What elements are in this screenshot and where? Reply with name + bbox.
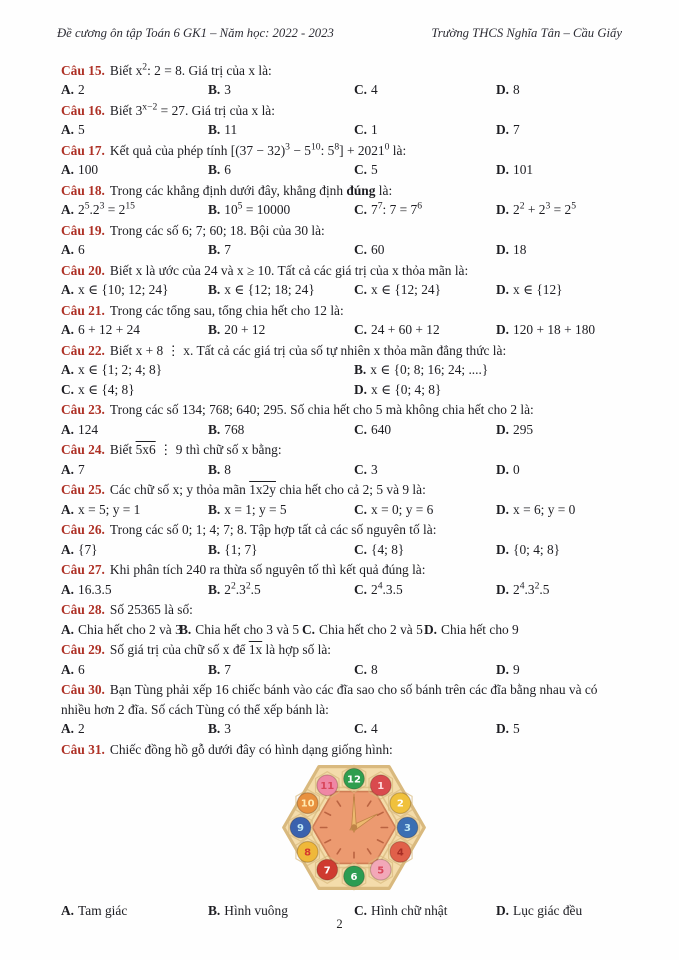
option-key: D. bbox=[496, 721, 510, 736]
option-text: {4; 8} bbox=[371, 541, 405, 557]
option-d-q26 bbox=[496, 540, 622, 560]
option-text: 100 bbox=[78, 162, 99, 177]
option-text: x ∈ {0; 4; 8} bbox=[371, 381, 442, 397]
question-label: Câu 23. bbox=[61, 402, 105, 417]
option-a-q23 bbox=[61, 420, 208, 440]
question-cau-15 bbox=[57, 61, 622, 100]
question-text: Biết x là ước của 24 và x ≥ 10. Tất cả các giá trị của x thỏa mãn là: bbox=[109, 262, 469, 278]
option-b-q30 bbox=[208, 719, 354, 739]
option-c-q26 bbox=[354, 540, 496, 560]
option-key: B. bbox=[208, 721, 221, 736]
option-c-q17 bbox=[354, 160, 496, 180]
question-label: Câu 26. bbox=[61, 522, 105, 537]
options-row bbox=[61, 719, 622, 739]
option-text: 24 + 60 + 12 bbox=[371, 322, 440, 337]
options-row bbox=[61, 160, 622, 180]
option-a-q25 bbox=[61, 500, 208, 520]
options-row bbox=[61, 460, 622, 480]
question-label: Câu 30. bbox=[61, 682, 105, 697]
clock-number-4: 4 bbox=[396, 847, 404, 859]
option-b-q17 bbox=[208, 160, 354, 180]
option-a-q22 bbox=[61, 360, 354, 380]
header-right-school: Trường THCS Nghĩa Tân – Cầu Giấy bbox=[431, 26, 622, 40]
options-row bbox=[61, 120, 622, 140]
option-b-q19 bbox=[208, 240, 354, 260]
question-text: Trong các số 6; 7; 60; 18. Bội của 30 là: bbox=[109, 222, 325, 238]
option-d-q28 bbox=[424, 620, 622, 640]
clock-number-1: 1 bbox=[376, 780, 384, 792]
option-c-q29 bbox=[354, 660, 496, 680]
option-text: 124 bbox=[78, 421, 99, 437]
question-text: Bạn Tùng phải xếp 16 chiếc bánh vào các đĩa sao cho số bánh trên các đĩa bằng nhau và có nhiều hơn 2 đĩa. Số cách Tùng có thể xếp bánh là: bbox=[61, 682, 598, 717]
question-text: Chiếc đồng hồ gỗ dưới đây có hình dạng giống hình: bbox=[109, 741, 393, 757]
option-key: D. bbox=[496, 242, 510, 257]
option-text: 8 bbox=[371, 661, 378, 677]
option-b-q29 bbox=[208, 660, 354, 680]
option-text: Chia hết cho 9 bbox=[441, 621, 519, 637]
option-key: C. bbox=[354, 282, 368, 297]
option-a-q28 bbox=[61, 620, 182, 640]
question-text: Các chữ số x; y thỏa mãn 1x2y chia hết cho cả 2; 5 và 9 là: bbox=[109, 482, 426, 497]
option-text: {0; 4; 8} bbox=[513, 541, 561, 557]
option-b-q16 bbox=[208, 120, 354, 140]
question-cau-30 bbox=[57, 680, 622, 739]
option-text: x ∈ {12; 24} bbox=[371, 282, 442, 297]
question-cau-20 bbox=[57, 261, 622, 300]
option-text: 640 bbox=[371, 421, 392, 437]
option-text: 1 bbox=[371, 122, 378, 137]
option-d-q23 bbox=[496, 420, 622, 440]
option-text: 4 bbox=[371, 721, 378, 736]
question-label: Câu 24. bbox=[61, 442, 105, 457]
clock-number-12: 12 bbox=[346, 774, 361, 786]
clock-number-11: 11 bbox=[319, 780, 334, 792]
option-text: 16.3.5 bbox=[78, 581, 112, 597]
option-text: Chia hết cho 3 và 5 bbox=[195, 621, 300, 637]
option-b-q22 bbox=[354, 360, 622, 380]
option-key: B. bbox=[208, 461, 221, 477]
option-c-q25 bbox=[354, 500, 496, 520]
option-text: x ∈ {1; 2; 4; 8} bbox=[78, 362, 163, 377]
option-key: C. bbox=[354, 122, 368, 137]
question-label: Câu 17. bbox=[61, 142, 105, 158]
option-key: D. bbox=[496, 282, 510, 297]
option-text: 3 bbox=[224, 721, 231, 736]
question-text: Trong các tổng sau, tổng chia hết cho 12 là: bbox=[109, 302, 344, 318]
option-key: D. bbox=[496, 501, 510, 517]
option-key: B. bbox=[179, 621, 192, 637]
options-row bbox=[61, 660, 622, 680]
option-key: D. bbox=[496, 902, 510, 918]
option-text: x = 6; y = 0 bbox=[513, 501, 576, 517]
question-label: Câu 29. bbox=[61, 642, 105, 657]
option-key: C. bbox=[354, 541, 368, 557]
option-text: 3 bbox=[371, 461, 378, 477]
option-d-q17 bbox=[496, 160, 622, 180]
option-d-q27 bbox=[496, 580, 622, 600]
option-key: D. bbox=[496, 461, 510, 477]
option-text: Tam giác bbox=[78, 902, 128, 918]
option-text: Chia hết cho 2 và 5 bbox=[319, 621, 423, 637]
option-key: B. bbox=[208, 322, 221, 337]
question-text: Kết quả của phép tính [$(37 - 32)^3 - 5^{10}$: $5^8] + 2021^0$ là: bbox=[109, 141, 407, 158]
option-a-q15 bbox=[61, 80, 208, 100]
page-footer bbox=[0, 915, 679, 935]
option-key: A. bbox=[61, 122, 75, 137]
option-d-q22 bbox=[354, 380, 622, 400]
option-c-q30 bbox=[354, 719, 496, 739]
option-key: A. bbox=[61, 541, 75, 557]
question-cau-27 bbox=[57, 560, 622, 599]
options-row bbox=[61, 540, 622, 560]
option-text: x = 5; y = 1 bbox=[78, 501, 141, 517]
option-c-q24 bbox=[354, 460, 496, 480]
option-text: x = 0; y = 6 bbox=[371, 501, 434, 517]
option-d-q20 bbox=[496, 280, 622, 300]
question-cau-23 bbox=[57, 400, 622, 439]
option-key: A. bbox=[61, 362, 75, 377]
option-text: 295 bbox=[513, 421, 534, 437]
question-text: Biết x + 8 ⋮ x. Tất cả các giá trị của số tự nhiên x thỏa mãn đẳng thức là: bbox=[109, 342, 507, 358]
question-text: Số 25365 là số: bbox=[109, 602, 193, 617]
question-text: Số giá trị của chữ số x để 1x là hợp số là: bbox=[109, 642, 332, 657]
clock-number-3: 3 bbox=[403, 823, 411, 835]
option-key: C. bbox=[354, 322, 368, 337]
option-d-q18 bbox=[496, 200, 622, 220]
option-text: 8 bbox=[224, 461, 231, 477]
option-key: A. bbox=[61, 621, 75, 637]
question-label: Câu 27. bbox=[61, 562, 105, 577]
options-row bbox=[61, 320, 622, 340]
option-c-q18 bbox=[354, 200, 496, 220]
clock-number-7: 7 bbox=[323, 865, 331, 877]
option-key: A. bbox=[61, 581, 75, 597]
option-text: 20 + 12 bbox=[224, 322, 266, 337]
option-text: 5 bbox=[371, 162, 378, 177]
question-label: Câu 19. bbox=[61, 222, 105, 238]
option-b-q23 bbox=[208, 420, 354, 440]
option-key: A. bbox=[61, 162, 75, 177]
option-key: A. bbox=[61, 242, 75, 257]
option-text: 6 + 12 + 24 bbox=[78, 322, 141, 337]
question-label: Câu 25. bbox=[61, 482, 105, 497]
option-key: C. bbox=[354, 162, 368, 177]
option-key: C. bbox=[354, 202, 368, 217]
option-b-q28 bbox=[179, 620, 302, 640]
option-text: 8 bbox=[513, 82, 520, 97]
option-d-q25 bbox=[496, 500, 622, 520]
question-cau-17 bbox=[57, 141, 622, 180]
option-text: 7 bbox=[224, 242, 231, 257]
option-key: B. bbox=[208, 501, 221, 517]
option-c-q21 bbox=[354, 320, 496, 340]
option-key: D. bbox=[496, 421, 510, 437]
option-text: Hình chữ nhật bbox=[371, 902, 448, 918]
option-text: 7 bbox=[224, 661, 231, 677]
wooden-hexagon-clock-image bbox=[71, 762, 636, 899]
option-a-q30 bbox=[61, 719, 208, 739]
option-key: B. bbox=[208, 421, 221, 437]
question-text: Biết 5x6 ⋮ 9 thì chữ số x bằng: bbox=[109, 442, 282, 457]
question-cau-21 bbox=[57, 301, 622, 340]
option-text: $2^2.3^2.5$ bbox=[224, 580, 261, 597]
option-key: C. bbox=[354, 242, 368, 257]
option-b-q26 bbox=[208, 540, 354, 560]
option-text: 768 bbox=[224, 421, 245, 437]
question-cau-16 bbox=[57, 101, 622, 140]
option-key: B. bbox=[208, 242, 221, 257]
question-text: Biết $3^{x-2} = 27$. Giá trị của x là: bbox=[109, 101, 275, 118]
option-a-q16 bbox=[61, 120, 208, 140]
question-cau-29 bbox=[57, 640, 622, 679]
option-key: C. bbox=[354, 82, 368, 97]
option-text: $10^5 = 10000$ bbox=[224, 200, 291, 217]
option-c-q15 bbox=[354, 80, 496, 100]
option-text: 5 bbox=[78, 122, 85, 137]
option-text: 18 bbox=[513, 242, 527, 257]
option-a-q29 bbox=[61, 660, 208, 680]
option-key: B. bbox=[208, 581, 221, 597]
option-text: $2^4.3.5$ bbox=[371, 580, 403, 597]
option-key: C. bbox=[302, 621, 316, 637]
option-d-q19 bbox=[496, 240, 622, 260]
option-key: D. bbox=[496, 202, 510, 217]
option-key: B. bbox=[208, 202, 221, 217]
option-text: x ∈ {10; 12; 24} bbox=[78, 282, 169, 297]
question-label: Câu 18. bbox=[61, 182, 105, 198]
option-c-q20 bbox=[354, 280, 496, 300]
option-a-q26 bbox=[61, 540, 208, 560]
option-text: {7} bbox=[78, 541, 98, 557]
option-key: D. bbox=[496, 581, 510, 597]
question-text: Trong các khẳng định dưới đây, khẳng định đúng là: bbox=[109, 182, 393, 198]
option-a-q21 bbox=[61, 320, 208, 340]
option-a-q27 bbox=[61, 580, 208, 600]
option-c-q27 bbox=[354, 580, 496, 600]
option-text: Hình vuông bbox=[224, 902, 288, 918]
question-cau-25 bbox=[57, 480, 622, 519]
option-text: 6 bbox=[78, 661, 85, 677]
option-b-q18 bbox=[208, 200, 354, 220]
question-cau-28 bbox=[57, 600, 622, 639]
option-key: C. bbox=[354, 581, 368, 597]
option-text: x ∈ {12; 18; 24} bbox=[224, 282, 315, 297]
options-row bbox=[61, 580, 622, 600]
option-key: A. bbox=[61, 661, 75, 677]
option-text: $2^5.2^3 = 2^{15}$ bbox=[78, 200, 135, 217]
options-row bbox=[61, 280, 622, 300]
option-a-q18 bbox=[61, 200, 208, 220]
option-text: Lục giác đều bbox=[513, 902, 583, 918]
option-text: 120 + 18 + 180 bbox=[513, 322, 596, 337]
option-c-q23 bbox=[354, 420, 496, 440]
question-label: Câu 20. bbox=[61, 262, 105, 278]
option-c-q19 bbox=[354, 240, 496, 260]
options-row bbox=[61, 80, 622, 100]
question-cau-18 bbox=[57, 181, 622, 220]
option-key: A. bbox=[61, 501, 75, 517]
option-key: A. bbox=[61, 461, 75, 477]
option-d-q15 bbox=[496, 80, 622, 100]
option-text: 7 bbox=[78, 461, 85, 477]
option-c-q22 bbox=[61, 380, 354, 400]
header-left-title: Đề cương ôn tập Toán 6 GK1 – Năm học: 2022 - 2023 bbox=[57, 26, 334, 40]
question-cau-22 bbox=[57, 341, 622, 400]
option-key: C. bbox=[354, 421, 368, 437]
question-text: Trong các số 0; 1; 4; 7; 8. Tập hợp tất cả các số nguyên tố là: bbox=[109, 522, 437, 537]
option-key: C. bbox=[354, 661, 368, 677]
option-key: C. bbox=[61, 381, 75, 397]
option-a-q19 bbox=[61, 240, 208, 260]
option-text: $2^2 + 2^3 = 2^5$ bbox=[513, 200, 577, 217]
option-c-q16 bbox=[354, 120, 496, 140]
option-key: B. bbox=[208, 902, 221, 918]
option-key: D. bbox=[496, 661, 510, 677]
option-text: x = 1; y = 5 bbox=[224, 501, 287, 517]
option-d-q24 bbox=[496, 460, 622, 480]
option-b-q24 bbox=[208, 460, 354, 480]
clock-number-9: 9 bbox=[296, 823, 304, 835]
document-header bbox=[57, 24, 622, 44]
option-key: D. bbox=[496, 322, 510, 337]
option-d-q16 bbox=[496, 120, 622, 140]
option-key: B. bbox=[208, 661, 221, 677]
option-key: C. bbox=[354, 501, 368, 517]
option-key: B. bbox=[208, 82, 221, 97]
option-text: 4 bbox=[371, 82, 378, 97]
option-a-q17 bbox=[61, 160, 208, 180]
option-text: x ∈ {0; 8; 16; 24; ....} bbox=[370, 362, 489, 377]
option-key: B. bbox=[354, 362, 367, 377]
clock-number-10: 10 bbox=[300, 798, 315, 810]
option-key: D. bbox=[424, 621, 438, 637]
option-d-q29 bbox=[496, 660, 622, 680]
option-text: x ∈ {12} bbox=[513, 282, 563, 297]
option-text: 60 bbox=[371, 242, 385, 257]
option-key: A. bbox=[61, 721, 75, 736]
option-text: 11 bbox=[224, 122, 238, 137]
option-text: Chia hết cho 2 và 3 bbox=[78, 621, 182, 637]
option-text: 6 bbox=[224, 162, 231, 177]
options-row bbox=[61, 620, 622, 640]
questions-list bbox=[57, 61, 622, 921]
option-key: A. bbox=[61, 82, 75, 97]
page-number: 2 bbox=[336, 916, 343, 931]
option-text: 0 bbox=[513, 461, 520, 477]
option-b-q25 bbox=[208, 500, 354, 520]
question-label: Câu 28. bbox=[61, 602, 105, 617]
option-key: A. bbox=[61, 902, 75, 918]
option-text: 6 bbox=[78, 242, 85, 257]
option-text: {1; 7} bbox=[224, 541, 258, 557]
option-b-q27 bbox=[208, 580, 354, 600]
question-label: Câu 15. bbox=[61, 62, 105, 78]
options-row bbox=[61, 500, 622, 520]
hexagon-clock-svg bbox=[278, 762, 430, 893]
options-row bbox=[61, 200, 622, 220]
question-label: Câu 21. bbox=[61, 302, 105, 318]
option-text: $7^7$: $7 = 7^6$ bbox=[371, 200, 423, 217]
option-key: B. bbox=[208, 122, 221, 137]
option-b-q20 bbox=[208, 280, 354, 300]
option-key: A. bbox=[61, 282, 75, 297]
option-text: 101 bbox=[513, 162, 534, 177]
option-key: D. bbox=[496, 162, 510, 177]
option-text: x ∈ {4; 8} bbox=[78, 381, 135, 397]
options-row bbox=[61, 240, 622, 260]
option-d-q30 bbox=[496, 719, 622, 739]
option-text: $2^4.3^2.5$ bbox=[513, 580, 550, 597]
options-row bbox=[61, 420, 622, 440]
option-key: D. bbox=[496, 122, 510, 137]
option-key: D. bbox=[354, 381, 368, 397]
option-b-q15 bbox=[208, 80, 354, 100]
option-d-q21 bbox=[496, 320, 622, 340]
option-key: B. bbox=[208, 541, 221, 557]
option-key: A. bbox=[61, 202, 75, 217]
option-key: D. bbox=[496, 82, 510, 97]
question-text: Trong các số 134; 768; 640; 295. Số chia hết cho 5 mà không chia hết cho 2 là: bbox=[109, 402, 534, 417]
question-cau-19 bbox=[57, 221, 622, 260]
option-key: B. bbox=[208, 162, 221, 177]
question-text: Biết $x^2$: 2 = 8. Giá trị của x là: bbox=[109, 61, 272, 78]
clock-number-6: 6 bbox=[350, 871, 357, 883]
option-key: C. bbox=[354, 461, 368, 477]
clock-number-2: 2 bbox=[396, 798, 404, 810]
option-text: 2 bbox=[78, 721, 85, 736]
question-label: Câu 22. bbox=[61, 342, 105, 358]
clock-number-5: 5 bbox=[376, 865, 384, 877]
clock-number-8: 8 bbox=[303, 847, 311, 859]
question-label: Câu 16. bbox=[61, 102, 105, 118]
option-c-q28 bbox=[302, 620, 424, 640]
question-label: Câu 31. bbox=[61, 741, 105, 757]
option-b-q21 bbox=[208, 320, 354, 340]
option-text: 2 bbox=[78, 82, 85, 97]
question-cau-26 bbox=[57, 520, 622, 559]
option-a-q20 bbox=[61, 280, 208, 300]
question-cau-31 bbox=[57, 740, 622, 921]
option-key: C. bbox=[354, 902, 368, 918]
option-key: C. bbox=[354, 721, 368, 736]
question-cau-24 bbox=[57, 440, 622, 479]
option-text: 3 bbox=[224, 82, 231, 97]
question-text: Khi phân tích 240 ra thừa số nguyên tố thì kết quả đúng là: bbox=[109, 562, 426, 577]
option-text: 9 bbox=[513, 661, 520, 677]
option-text: 7 bbox=[513, 122, 520, 137]
option-key: A. bbox=[61, 322, 75, 337]
option-a-q24 bbox=[61, 460, 208, 480]
option-text: 5 bbox=[513, 721, 520, 736]
option-key: D. bbox=[496, 541, 510, 557]
option-key: B. bbox=[208, 282, 221, 297]
option-key: A. bbox=[61, 421, 75, 437]
options-row bbox=[61, 360, 622, 399]
